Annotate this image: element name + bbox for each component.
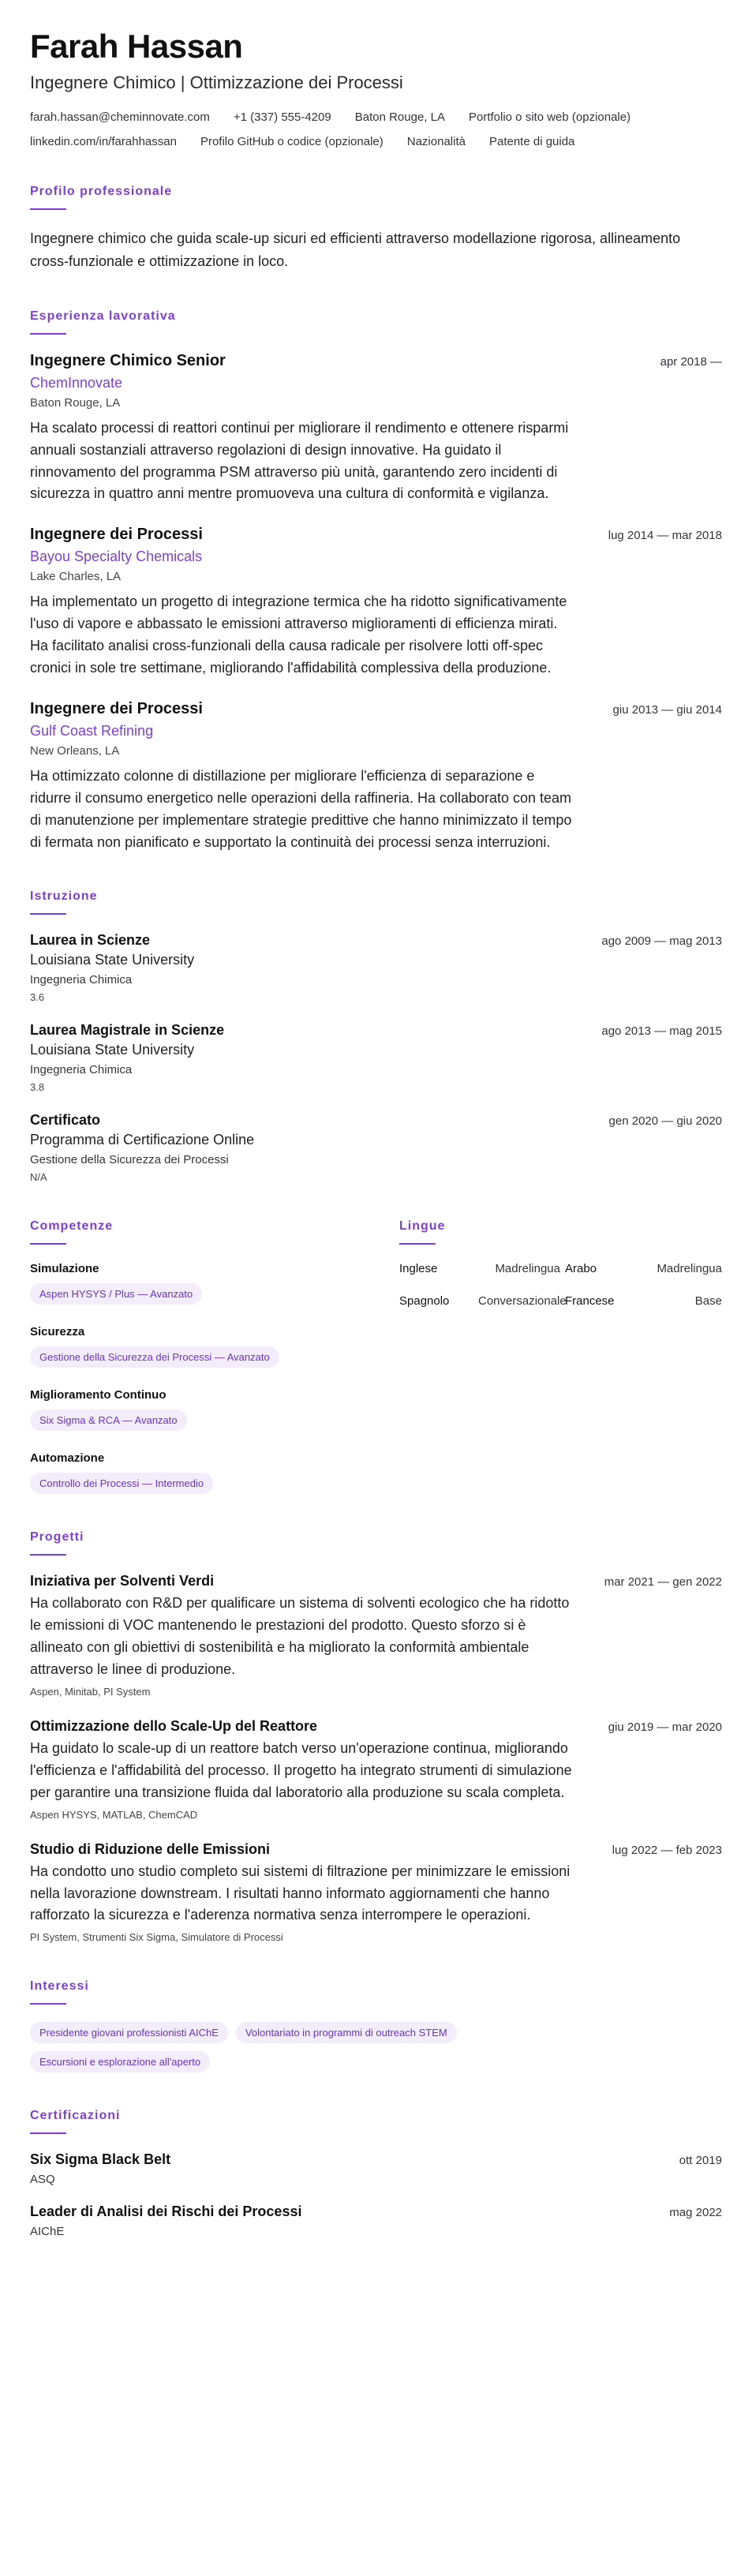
- language-level: Madrelingua: [495, 1262, 560, 1276]
- education-entry: [30, 932, 722, 1003]
- edu-gpa: N/A: [30, 1171, 47, 1184]
- certification-entry: [30, 2203, 722, 2238]
- skill-group-name: Automazione: [30, 1451, 105, 1466]
- certifications-section: [30, 2109, 722, 2238]
- language-name: Spagnolo: [399, 1294, 450, 1309]
- section-title: Istruzione: [30, 889, 98, 904]
- interest-list: [30, 2022, 630, 2072]
- section-divider: [399, 1243, 436, 1245]
- education-entry: [30, 1022, 722, 1093]
- cert-issuer: AIChE: [30, 2225, 65, 2239]
- project-title: Iniziativa per Solventi Verdi: [30, 1573, 215, 1589]
- cert-date: ott 2019: [679, 2154, 722, 2168]
- project-date: mar 2021 — gen 2022: [604, 1575, 722, 1589]
- skills-section: [30, 1219, 368, 1494]
- interest-chip: Escursioni e esplorazione all'aperto: [30, 2051, 210, 2072]
- contact-driving-license: Patente di guida: [488, 135, 575, 149]
- project-date: giu 2019 — mar 2020: [608, 1720, 722, 1735]
- language-name: Francese: [565, 1294, 615, 1309]
- project-entry: [30, 1841, 722, 1944]
- project-description: Ha collaborato con R&D per qualificare un sistema di solventi ecologico che ha ridotto le emissioni di VOC mantenendo le prestazioni del prodotto. Questo sforzo si è allineato con gli obiettivi di sostenibilità e ha migliorato la conformità ambientale attraverso le linee di produzione.: [30, 1595, 570, 1678]
- project-date: lug 2022 — feb 2023: [612, 1843, 722, 1857]
- section-divider: [30, 2132, 66, 2134]
- section-title: Progetti: [30, 1530, 84, 1544]
- project-entry: [30, 1718, 722, 1821]
- job-date: lug 2014 — mar 2018: [608, 529, 722, 543]
- edu-gpa: 3.8: [30, 1081, 45, 1094]
- profile-section: [30, 185, 722, 273]
- cert-date: mag 2022: [669, 2206, 722, 2220]
- project-tools: PI System, Strumenti Six Sigma, Simulatore di Processi: [30, 1931, 283, 1944]
- section-title: Certificazioni: [30, 2109, 121, 2123]
- skill-group: [30, 1262, 368, 1305]
- contact-location: Baton Rouge, LA: [354, 110, 445, 125]
- certification-entry: [30, 2151, 722, 2186]
- section-divider: [30, 333, 66, 335]
- edu-degree: Certificato: [30, 1112, 101, 1129]
- edu-school: Louisiana State University: [30, 952, 195, 968]
- cert-name: Leader di Analisi dei Rischi dei Processi: [30, 2203, 302, 2220]
- job-location: Lake Charles, LA: [30, 570, 122, 584]
- edu-date: ago 2009 — mag 2013: [601, 934, 722, 949]
- projects-section: [30, 1530, 722, 1943]
- job-location: Baton Rouge, LA: [30, 395, 121, 410]
- edu-gpa: 3.6: [30, 991, 45, 1004]
- contact-linkedin[interactable]: linkedin.com/in/farahhassan: [30, 135, 177, 149]
- job-description: Ha scalato processi di reattori continui per migliorare il rendimento e ottenere risparmi annuali sostanziali attraverso regolazioni di design innovative. Ha guidato il rinnovamento del programma PSM attraverso più unità, garantendo zero incidenti di sicurezza in quattro anni mentre promuoveva una cultura di conformità e vigilanza.: [30, 419, 569, 502]
- skill-group-name: Sicurezza: [30, 1325, 85, 1339]
- contact-portfolio[interactable]: Portfolio o sito web (opzionale): [468, 110, 631, 125]
- project-list: [30, 1573, 722, 1943]
- skill-group: [30, 1388, 368, 1431]
- job-list: [30, 352, 722, 854]
- contact-info: [30, 110, 709, 148]
- language-level: Madrelingua: [657, 1262, 722, 1276]
- job-description: Ha ottimizzato colonne di distillazione per migliorare l'efficienza di separazione e ridurre il consumo energetico nelle operazioni della raffineria. Ha collaborato con team di manutenzione per implementare strategie predittive che hanno minimizzato il tempo di fermata non pianificato e supportato la continuità dei processi senza interruzioni.: [30, 767, 572, 850]
- experience-section: [30, 309, 722, 854]
- section-title: Profilo professionale: [30, 185, 173, 199]
- job-date: giu 2013 — giu 2014: [612, 702, 722, 717]
- job-company: Bayou Specialty Chemicals: [30, 549, 203, 565]
- section-divider: [30, 913, 66, 915]
- skill-chip: Six Sigma & RCA — Avanzato: [30, 1410, 187, 1431]
- edu-date: gen 2020 — giu 2020: [608, 1114, 722, 1129]
- section-divider: [30, 1243, 66, 1245]
- skill-chip: Gestione della Sicurezza dei Processi — Avanzato: [30, 1346, 279, 1368]
- skill-group: [30, 1325, 368, 1368]
- skill-group: [30, 1451, 368, 1494]
- edu-field: Ingegneria Chimica: [30, 1063, 133, 1077]
- profile-summary: Ingegnere chimico che guida scale-up sicuri ed efficienti attraverso modellazione rigorosa, allineamento cross-funzionale e ottimizzazione in loco.: [30, 230, 681, 269]
- project-description: Ha condotto uno studio completo sui sistemi di filtrazione per minimizzare le emissioni nella lavorazione downstream. I risultati hanno informato aggiornamenti che hanno rafforzato la sicurezza e l'aderenza normativa senza interrompere le operazioni.: [30, 1863, 571, 1923]
- education-section: [30, 889, 722, 1183]
- project-entry: [30, 1573, 722, 1698]
- project-tools: Aspen, Minitab, PI System: [30, 1686, 151, 1698]
- education-list: [30, 932, 722, 1183]
- edu-field: Gestione della Sicurezza dei Processi: [30, 1153, 229, 1167]
- interest-chip: Volontariato in programmi di outreach STEM: [236, 2022, 457, 2043]
- job-entry: [30, 352, 722, 506]
- edu-date: ago 2013 — mag 2015: [601, 1024, 722, 1039]
- job-date: apr 2018 —: [660, 354, 722, 369]
- candidate-name: Farah Hassan: [30, 28, 243, 65]
- education-entry: [30, 1112, 722, 1183]
- job-entry: [30, 700, 722, 854]
- edu-degree: Laurea in Scienze: [30, 932, 151, 949]
- project-tools: Aspen HYSYS, MATLAB, ChemCAD: [30, 1808, 198, 1821]
- edu-field: Ingegneria Chimica: [30, 973, 133, 987]
- edu-degree: Laurea Magistrale in Scienze: [30, 1022, 225, 1039]
- job-title: Ingegnere dei Processi: [30, 699, 203, 717]
- project-title: Studio di Riduzione delle Emissioni: [30, 1840, 271, 1857]
- contact-phone[interactable]: +1 (337) 555-4209: [233, 110, 331, 125]
- language-level: Base: [694, 1294, 722, 1309]
- job-description: Ha implementato un progetto di integrazione termica che ha ridotto significativamente l'uso di vapore e abbassato le emissioni attraverso miglioramenti di efficienza mirati. Ha facilitato analisi cross-funzionali della causa radicale per risolvere lotti off-spec cronici in sole tre settimane, migliorando l'affidabilità complessiva della produzione.: [30, 593, 567, 676]
- section-divider: [30, 208, 66, 210]
- skill-groups: [30, 1262, 368, 1494]
- skill-group-name: Simulazione: [30, 1262, 99, 1276]
- skill-chip: Aspen HYSYS / Plus — Avanzato: [30, 1283, 202, 1305]
- edu-school: Programma di Certificazione Online: [30, 1132, 255, 1148]
- contact-github[interactable]: Profilo GitHub o codice (opzionale): [200, 135, 383, 149]
- skills-languages-row: [30, 1219, 722, 1494]
- section-divider: [30, 2003, 66, 2005]
- interests-section: [30, 1979, 722, 2072]
- resume-header: [30, 28, 722, 148]
- language-list: [399, 1262, 722, 1308]
- candidate-headline: Ingegnere Chimico | Ottimizzazione dei Processi: [30, 73, 403, 93]
- certification-list: [30, 2151, 722, 2238]
- edu-school: Louisiana State University: [30, 1042, 195, 1058]
- job-title: Ingegnere Chimico Senior: [30, 351, 226, 369]
- job-company: ChemInnovate: [30, 374, 123, 391]
- section-title: Esperienza lavorativa: [30, 309, 176, 323]
- project-description: Ha guidato lo scale-up di un reattore batch verso un'operazione continua, migliorando l'efficienza e l'affidabilità del processo. Il progetto ha integrato strumenti di simulazione per garantire una transizione fluida dal laboratorio alla produzione su scala completa.: [30, 1740, 572, 1800]
- section-title: Competenze: [30, 1219, 114, 1234]
- skill-chip: Controllo dei Processi — Intermedio: [30, 1473, 213, 1494]
- language-level: Conversazionale: [478, 1294, 567, 1309]
- language-name: Inglese: [399, 1262, 438, 1276]
- language-name: Arabo: [565, 1262, 597, 1276]
- job-location: New Orleans, LA: [30, 743, 120, 758]
- languages-section: [399, 1219, 722, 1494]
- section-title: Interessi: [30, 1979, 89, 1994]
- job-company: Gulf Coast Refining: [30, 722, 154, 739]
- job-entry: [30, 526, 722, 680]
- contact-nationality: Nazionalità: [406, 135, 466, 149]
- section-title: Lingue: [399, 1219, 446, 1234]
- cert-issuer: ASQ: [30, 2173, 55, 2187]
- job-title: Ingegnere dei Processi: [30, 526, 203, 544]
- skill-group-name: Miglioramento Continuo: [30, 1388, 166, 1402]
- cert-name: Six Sigma Black Belt: [30, 2151, 171, 2168]
- project-title: Ottimizzazione dello Scale-Up del Reattore: [30, 1718, 318, 1735]
- interest-chip: Presidente giovani professionisti AIChE: [30, 2022, 228, 2043]
- contact-email[interactable]: farah.hassan@cheminnovate.com: [30, 110, 210, 125]
- section-divider: [30, 1554, 66, 1556]
